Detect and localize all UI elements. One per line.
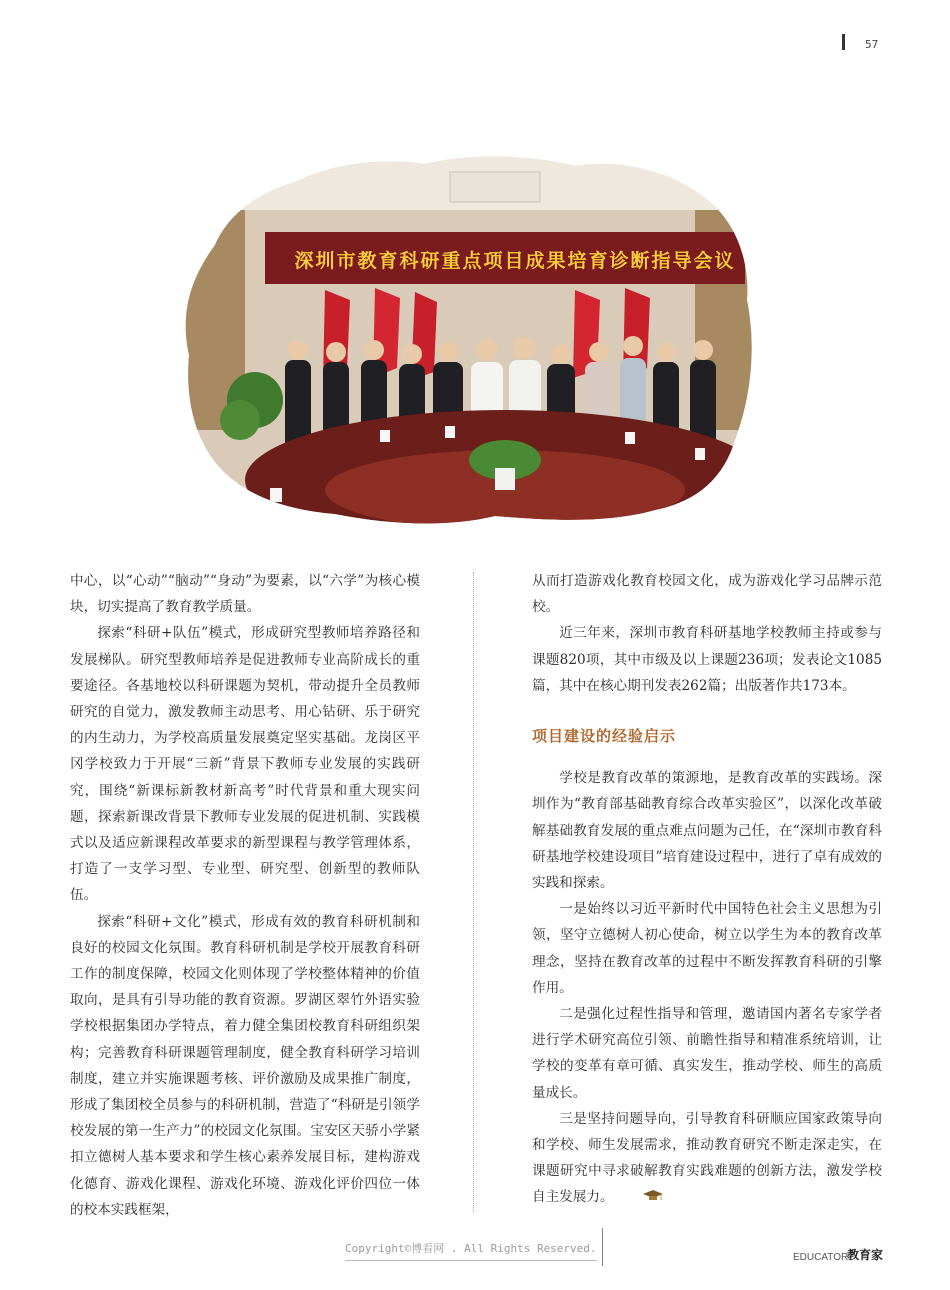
banner-text: 深圳市教育科研重点项目成果培育诊断指导会议 [294,250,736,272]
paragraph: 探索“科研+队伍”模式，形成研究型教师培养路径和发展梯队。研究型教师培养是促进教师专业高阶成长的重要途径。各基地校以科研课题为契机，带动提升全员教师研究的自觉力，激发教师主动思考、用心钻研、乐于研究的内生动力，为学校高质量发展奠定坚实基础。龙岗区平冈学校致力于开展“三新”背景下教师专业发展的实践研究，围绕“新课标新教材新高考”时代背景和重大现实问题，探索新课改背景下教师专业发展的促进机制、实践模式以及适应新课程改革要求的新型课程与教学管理体系，打造了一支学习型、专业型、研究型、创新型的教师队伍。 [70,625,420,904]
graduation-cap-icon [616,1185,663,1211]
paragraph: 从而打造游戏化教育校园文化，成为游戏化学习品牌示范校。 [532,573,882,616]
paragraph: 近三年来，深圳市教育科研基地学校教师主持或参与课题820项，其中市级及以上课题236项；发表论文1085篇，其中在核心期刊发表262篇；出版著作共173本。 [532,625,882,694]
right-column [532,568,882,1211]
paragraph-text: 三是坚持问题导向，引导教育科研顺应国家政策导向和学校、师生发展需求，推动教育研究不断走深走实，在课题研究中寻求破解教育实践难题的创新方法，激发学校自主发展力。 [532,1110,882,1206]
paragraph: 探索“科研+文化”模式，形成有效的教育科研机制和良好的校园文化氛围。教育科研机制是学校开展教育科研工作的制度保障，校园文化则体现了学校整体精神的价值取向，是具有引导功能的教育资源。罗湖区翠竹外语实验学校根据集团办学特点，着力健全集团校教育科研组织架构；完善教育科研课题管理制度，健全教育科研学习培训制度，建立并实施课题考核、评价激励及成果推广制度，形成了集团校全员参与的科研机制，营造了“科研是引领学校发展的第一生产力”的校园文化氛围。宝安区天骄小学紧扣立德树人基本要求和学生核心素养发展目标，建构游戏化德育、游戏化课程、游戏化环境、游戏化评价四位一体的校本实践框架， [70,913,420,1218]
section-heading: 项目建设的经验启示 [532,727,677,746]
magazine-name-cn: 教育家 [847,1248,884,1262]
column-divider [473,572,474,1212]
paragraph-last [532,1106,882,1211]
photo-illustration [175,150,755,530]
paragraph: 学校是教育改革的策源地，是教育改革的实践场。深圳作为“教育部基础教育综合改革实验区”，以深化改革破解基础教育发展的重点难点问题为己任，在“深圳市教育科研基地学校建设项目”培育建设过程中，进行了卓有成效的实践和探索。 [532,770,882,892]
paragraph: 一是始终以习近平新时代中国特色社会主义思想为引领，坚守立德树人初心使命，树立以学生为本的教育改革理念，坚持在教育改革的过程中不断发挥教育科研的引擎作用。 [532,901,882,996]
paragraph: 二是强化过程性指导和管理，邀请国内著名专家学者进行学术研究高位引领、前瞻性指导和精准系统培训，让学校的变革有章可循、真实发生，推动学校、师生的高质量成长。 [532,1006,882,1101]
footer-rule [602,1228,603,1266]
magazine-name-en: EDUCATOR [793,1252,849,1263]
copyright-notice: Copyright©博看网 . All Rights Reserved. [345,1240,597,1261]
paragraph: 中心，以“心动”“脑动”“身动”为要素，以“六学”为核心模块，切实提高了教育教学质量。 [70,573,420,616]
meeting-photo [175,150,755,530]
page-marker [842,34,845,50]
page-number: 57 [865,38,879,51]
left-column [70,568,420,1223]
